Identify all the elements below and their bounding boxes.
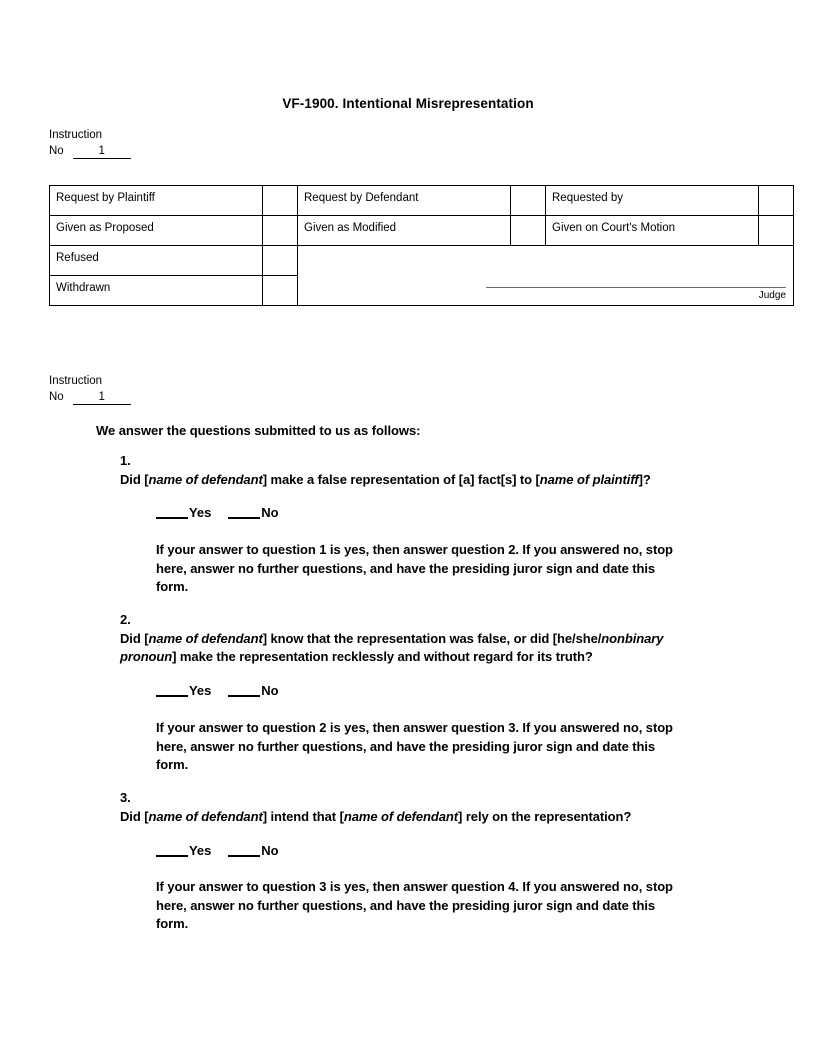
question-2-yes-label: Yes — [189, 683, 212, 698]
question-3-no-blank[interactable] — [228, 855, 260, 857]
instruction-number-header-top — [49, 128, 131, 159]
cell-withdrawn: Withdrawn — [50, 276, 263, 306]
question-2-follow-up: If your answer to question 2 is yes, then answer question 3. If you answered no, stop here, answer no further questions, and have the presiding juror sign and date this form. — [156, 720, 673, 773]
question-2 — [120, 611, 700, 667]
question-2-answer-row — [156, 683, 279, 698]
table-row — [50, 216, 794, 246]
question-2-no-label: No — [261, 683, 279, 698]
checkbox-given-as-modified[interactable] — [511, 216, 546, 246]
question-1-yes-blank[interactable] — [156, 517, 188, 519]
question-1-text: Did [name of defendant] make a false representation of [a] fact[s] to [name of plaintiff]? — [120, 471, 651, 487]
question-1 — [120, 452, 700, 489]
question-3-answer-row — [156, 843, 279, 858]
question-3-number: 3. — [120, 790, 131, 805]
cell-refused: Refused — [50, 246, 263, 276]
judge-signature-cell — [298, 246, 794, 306]
checkbox-request-by-plaintiff[interactable] — [263, 186, 298, 216]
checkbox-given-on-courts-motion[interactable] — [759, 216, 794, 246]
question-3-follow-up: If your answer to question 3 is yes, then answer question 4. If you answered no, stop here, answer no further questions, and have the presiding juror sign and date this form. — [156, 879, 673, 932]
question-3-text: Did [name of defendant] intend that [name of defendant] rely on the representation? — [120, 808, 632, 824]
question-1-answer-row — [156, 505, 279, 520]
cell-request-by-plaintiff: Request by Plaintiff — [50, 186, 263, 216]
question-1-number: 1. — [120, 453, 131, 468]
checkbox-requested-by[interactable] — [759, 186, 794, 216]
instruction-number-header-body — [49, 374, 131, 405]
question-3-yes-blank[interactable] — [156, 855, 188, 857]
question-1-follow-up: If your answer to question 1 is yes, then answer question 2. If you answered no, stop here, answer no further questions, and have the presiding juror sign and date this form. — [156, 542, 673, 595]
question-2-number: 2. — [120, 612, 131, 627]
instruction-label-line1: Instruction — [49, 375, 103, 387]
instruction-label-line1: Instruction — [49, 129, 103, 141]
question-3 — [120, 789, 700, 826]
judge-signature-label: Judge — [758, 290, 786, 301]
question-2-text: Did [name of defendant] know that the representation was false, or did [he/she/nonbinary pronoun] make the representation recklessly and without regard for its truth? — [120, 630, 664, 665]
page-title: VF-1900. Intentional Misrepresentation — [282, 96, 534, 111]
instruction-number-field[interactable]: 1 — [73, 145, 131, 159]
cell-given-as-modified: Given as Modified — [298, 216, 511, 246]
question-1-no-label: No — [261, 505, 279, 520]
checkbox-refused[interactable] — [263, 246, 298, 276]
question-1-no-blank[interactable] — [228, 517, 260, 519]
instruction-label-line2: No — [49, 390, 64, 403]
table-row — [50, 246, 794, 276]
question-2-yes-blank[interactable] — [156, 695, 188, 697]
disposition-table — [49, 185, 794, 306]
question-1-yes-label: Yes — [189, 505, 212, 520]
question-3-yes-label: Yes — [189, 843, 212, 858]
question-2-no-blank[interactable] — [228, 695, 260, 697]
checkbox-withdrawn[interactable] — [263, 276, 298, 306]
cell-given-as-proposed: Given as Proposed — [50, 216, 263, 246]
checkbox-given-as-proposed[interactable] — [263, 216, 298, 246]
instruction-number-field[interactable]: 1 — [73, 391, 131, 405]
cell-request-by-defendant: Request by Defendant — [298, 186, 511, 216]
table-row — [50, 186, 794, 216]
cell-requested-by: Requested by — [546, 186, 759, 216]
question-3-no-label: No — [261, 843, 279, 858]
verdict-lead-in: We answer the questions submitted to us as follows: — [96, 423, 421, 438]
instruction-label-line2: No — [49, 144, 64, 157]
cell-given-on-courts-motion: Given on Court's Motion — [546, 216, 759, 246]
checkbox-request-by-defendant[interactable] — [511, 186, 546, 216]
